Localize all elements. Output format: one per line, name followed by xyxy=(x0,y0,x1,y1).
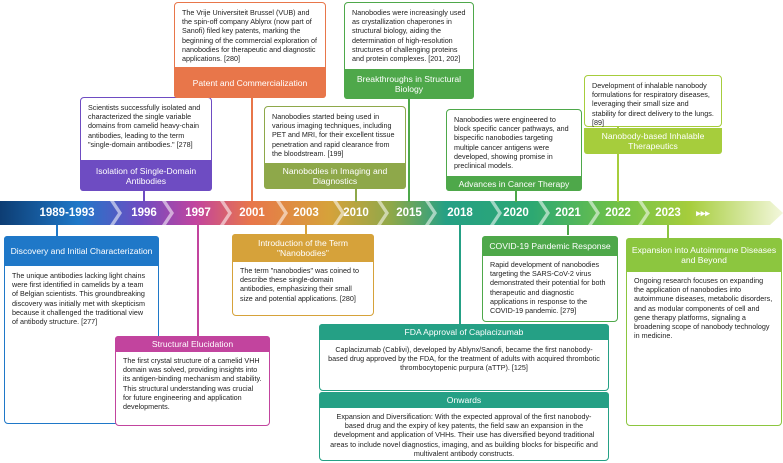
year-1997: 1997 xyxy=(185,207,211,219)
event-onwards xyxy=(319,392,609,461)
event-isolation-body: Scientists successfully isolated and characterized the single variable domains from camelid heavy-chain antibodies, leading to the term "single-domain antibodies." [278] xyxy=(88,103,201,149)
event-imaging-title: Nanobodies in Imaging and Diagnostics xyxy=(264,163,406,189)
event-cancer-title: Advances in Cancer Therapy xyxy=(446,176,582,191)
year-2001: 2001 xyxy=(239,207,265,219)
event-autoimmune-body: Ongoing research focuses on expanding the application of nanobodies into autoimmune diseases, metabolic disorders, and as modular components of cell and gene therapy platforms, signaling a broadening scope of nanobody technology in medicine. xyxy=(634,276,773,341)
event-breakthrough-body: Nanobodies were increasingly used as crystallization chaperones in structural biology, aiding the determination of high-resolution structures of challenging proteins and protein complexes. [201, 202] xyxy=(352,8,466,64)
connector-2010 xyxy=(355,188,357,202)
event-autoimmune xyxy=(626,238,782,426)
year-2010: 2010 xyxy=(343,207,369,219)
event-isolation-title: Isolation of Single-Domain Antibodies xyxy=(80,160,212,191)
event-structural-title: Structural Elucidation xyxy=(115,336,270,352)
connector-1997 xyxy=(197,225,199,337)
event-inhalable xyxy=(584,75,722,151)
connector-1996 xyxy=(143,190,145,202)
event-patent-title: Patent and Commercialization xyxy=(174,67,326,98)
connector-2001 xyxy=(251,97,253,202)
event-breakthrough xyxy=(344,2,474,99)
event-covid-title: COVID-19 Pandemic Response xyxy=(482,236,618,256)
event-isolation xyxy=(80,97,212,191)
event-autoimmune-title: Expansion into Autoimmune Diseases and Beyond xyxy=(626,238,782,272)
event-fda-title: FDA Approval of Caplacizumab xyxy=(319,324,609,340)
event-discovery-title: Discovery and Initial Characterization xyxy=(4,236,159,266)
event-cancer xyxy=(446,109,582,191)
event-covid xyxy=(482,236,618,322)
event-structural xyxy=(115,336,270,426)
event-fda xyxy=(319,324,609,391)
year-2003: 2003 xyxy=(293,207,319,219)
event-cancer-body: Nanobodies were engineered to block specific cancer pathways, and bispecific nanobodies targeting multiple cancer antigens were developed, showing promise in preclinical models. xyxy=(454,115,569,171)
timeline-arrow-icon: ▸▸▸ xyxy=(696,208,710,218)
year-2018: 2018 xyxy=(447,207,473,219)
event-fda-body: Caplacizumab (Cablivi), developed by Ablynx/Sanofi, became the first nanobody-based drug approved by the FDA, for the treatment of adults with acquired thrombotic thrombocytopenic purpura (aTTP). [125] xyxy=(328,345,600,373)
year-2023: 2023 xyxy=(655,207,681,219)
event-imaging-body: Nanobodies started being used in various imaging techniques, including PET and MRI, for their excellent tissue penetration and rapid clearance from the bloodstream. [199] xyxy=(272,112,395,158)
year-1989-1993: 1989-1993 xyxy=(39,207,95,219)
connector-2015 xyxy=(408,98,410,202)
event-inhalable-title: Nanobody-based Inhalable Therapeutics xyxy=(584,128,722,154)
year-2015: 2015 xyxy=(396,207,422,219)
connector-2023 xyxy=(667,225,669,239)
year-1996: 1996 xyxy=(131,207,157,219)
connector-2020 xyxy=(515,190,517,202)
event-term-body: The term "nanobodies" was coined to describe these single-domain antibodies, emphasizing their small size and potential applications. [280] xyxy=(240,266,359,303)
connector-2021 xyxy=(567,225,569,235)
year-2021: 2021 xyxy=(555,207,581,219)
event-covid-body: Rapid development of nanobodies targeting the SARS-CoV-2 virus demonstrated their potential for both therapeutic and diagnostic applications in response to the COVID-19 pandemic. [279] xyxy=(490,260,606,316)
event-structural-body: The first crystal structure of a camelid VHH domain was solved, providing insights into its antigen-binding mechanism and stability. This structural understanding was crucial for future engineering and application developments. xyxy=(123,356,262,412)
event-breakthrough-title: Breakthroughs in Structural Biology xyxy=(344,69,474,99)
year-2022: 2022 xyxy=(605,207,631,219)
event-patent xyxy=(174,2,326,98)
event-term xyxy=(232,234,374,316)
connector-2018 xyxy=(459,225,461,325)
event-imaging xyxy=(264,106,406,189)
event-term-title: Introduction of the Term "Nanobodies" xyxy=(232,234,374,262)
event-onwards-title: Onwards xyxy=(319,392,609,408)
event-inhalable-body: Development of inhalable nanobody formulations for respiratory diseases, leveraging their small size and stability for direct delivery to the lungs. [89] xyxy=(592,81,714,127)
event-patent-body: The Vrije Universiteit Brussel (VUB) and the spin-off company Ablynx (now part of Sanofi) filed key patents, marking the beginning of the commercial exploration of nanobodies for therapeutic and diagnostic applications. [280] xyxy=(182,8,318,64)
year-2020: 2020 xyxy=(503,207,529,219)
event-discovery-body: The unique antibodies lacking light chains were first identified in camelids by a team of Belgian scientists. This groundbreaking discovery was initially met with skepticism because it challenged the traditional view of antibody structure. [277] xyxy=(12,271,146,327)
event-onwards-body: Expansion and Diversification: With the expected approval of the first nanobody-based drug and the expiry of key patents, the field saw an expansion in the development and application of VHHs. Their use has diversified beyond traditional areas to include novel diagnostics, imaging, and as building blocks for bispecific and multivalent antibody constructs. xyxy=(330,412,598,458)
